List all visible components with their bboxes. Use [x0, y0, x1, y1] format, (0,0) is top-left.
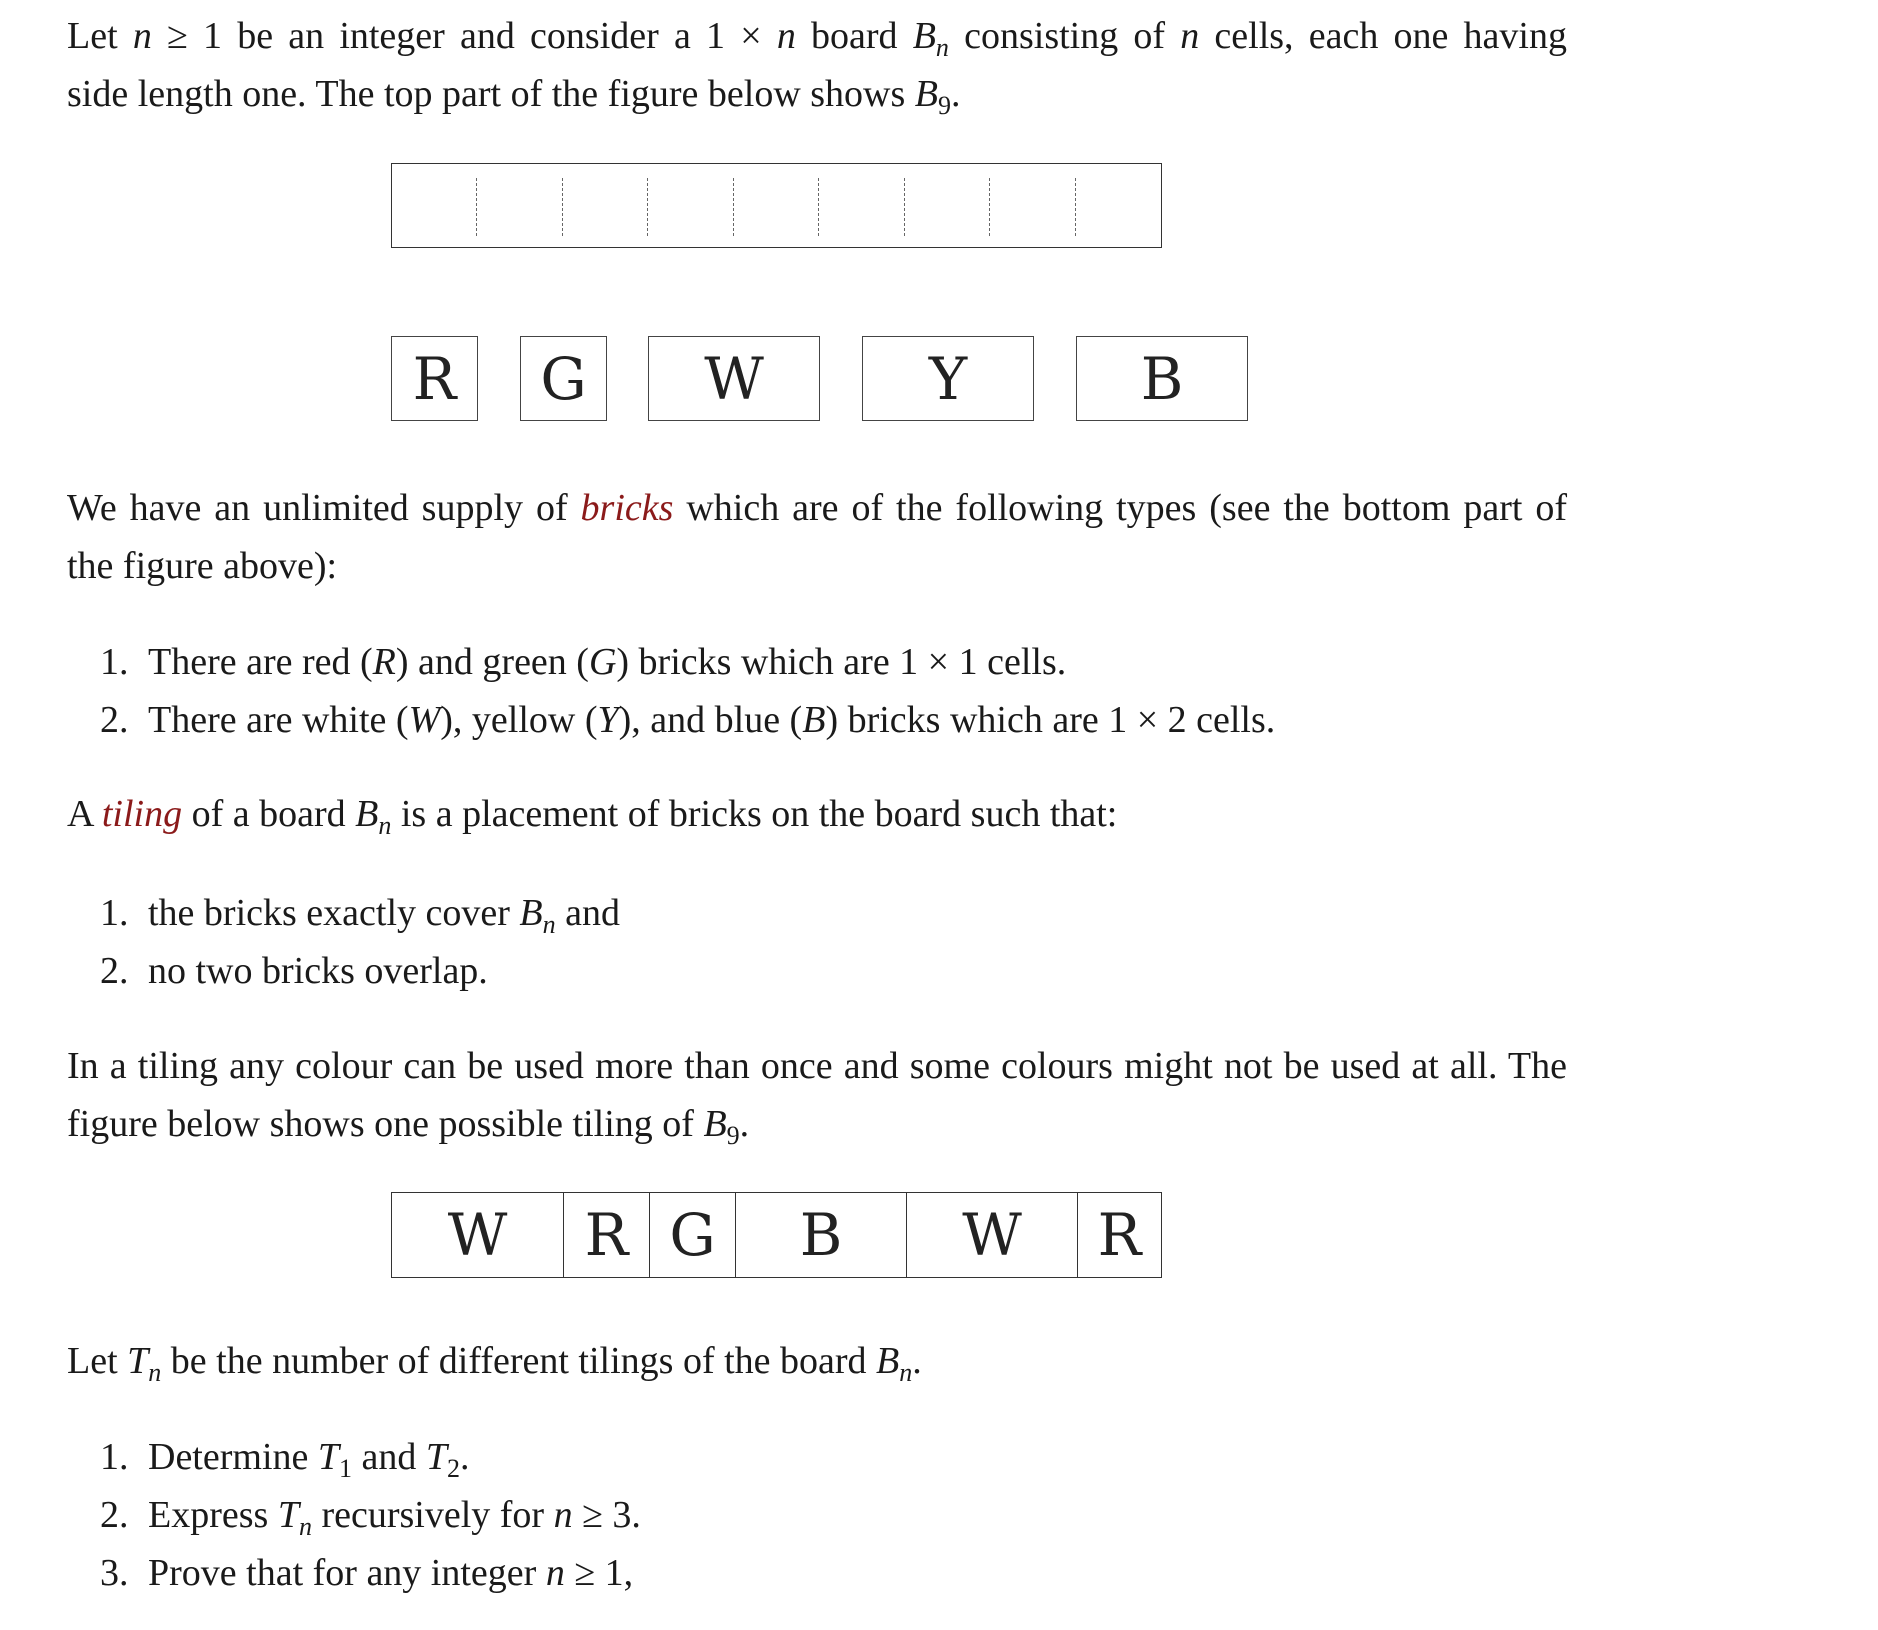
- cell-divider: [1075, 178, 1076, 236]
- intro-paragraph: [67, 7, 1567, 123]
- list-item: 1. Determine $T_1$ and $T_2$.: [100, 1436, 470, 1483]
- list-item: 3. Prove that for any integer n ≥ 1,: [100, 1552, 634, 1594]
- colour-note-line-1: In a tiling any colour can be used more than once and some colours might not be used at all. The: [67, 1045, 1567, 1087]
- brick-yellow: Y: [862, 336, 1034, 421]
- tile-red: R: [563, 1193, 649, 1277]
- tile-white: W: [447, 1201, 508, 1269]
- colour-note-line-2: figure below shows one possible tiling of $B_9$.: [67, 1103, 750, 1150]
- cell-divider: [818, 178, 819, 236]
- brick-white: W: [648, 336, 820, 421]
- supply-line-2: the figure above):: [67, 545, 338, 587]
- intro-line-1: Let n ≥ 1 be an integer and consider a 1 × n board $B_n$ consisting of n cells, each one having: [67, 15, 1567, 62]
- supply-paragraph: [67, 479, 1567, 595]
- brick-types-list: [100, 633, 1275, 749]
- example-tiling-b9: [391, 1192, 1162, 1278]
- brick-blue: B: [1076, 336, 1248, 421]
- cell-divider: [562, 178, 563, 236]
- cell-divider: [476, 178, 477, 236]
- supply-line-1: We have an unlimited supply of bricks which are of the following types (see the bottom part of: [67, 487, 1567, 529]
- cell-divider: [733, 178, 734, 236]
- board-b9: [391, 163, 1162, 248]
- list-item: 2. There are white (W), yellow (Y), and blue (B) bricks which are 1 × 2 cells.: [100, 699, 1276, 741]
- tile-green: G: [649, 1193, 735, 1277]
- brick-red: R: [391, 336, 478, 421]
- list-item: 1. the bricks exactly cover $B_n$ and: [100, 892, 620, 939]
- cell-divider: [904, 178, 905, 236]
- cell-divider: [647, 178, 648, 236]
- list-item: 1. There are red (R) and green (G) bricks which are 1 × 1 cells.: [100, 641, 1067, 683]
- tn-definition: Let $T_n$ be the number of different tilings of the board $B_n$.: [67, 1340, 922, 1387]
- tile-red: R: [1077, 1193, 1161, 1277]
- tiling-definition: A tiling of a board $B_n$ is a placement of bricks on the board such that:: [67, 793, 1118, 840]
- intro-line-2: side length one. The top part of the figure below shows $B_9$.: [67, 73, 961, 120]
- cell-divider: [989, 178, 990, 236]
- colour-note-paragraph: [67, 1037, 1567, 1153]
- tile-white: W: [906, 1193, 1077, 1277]
- tile-blue: B: [735, 1193, 906, 1277]
- list-item: 2. no two bricks overlap.: [100, 950, 488, 992]
- list-item: 2. Express $T_n$ recursively for n ≥ 3.: [100, 1494, 641, 1541]
- tiling-conditions-list: [100, 884, 620, 1000]
- questions-list: [100, 1428, 641, 1602]
- brick-green: G: [520, 336, 607, 421]
